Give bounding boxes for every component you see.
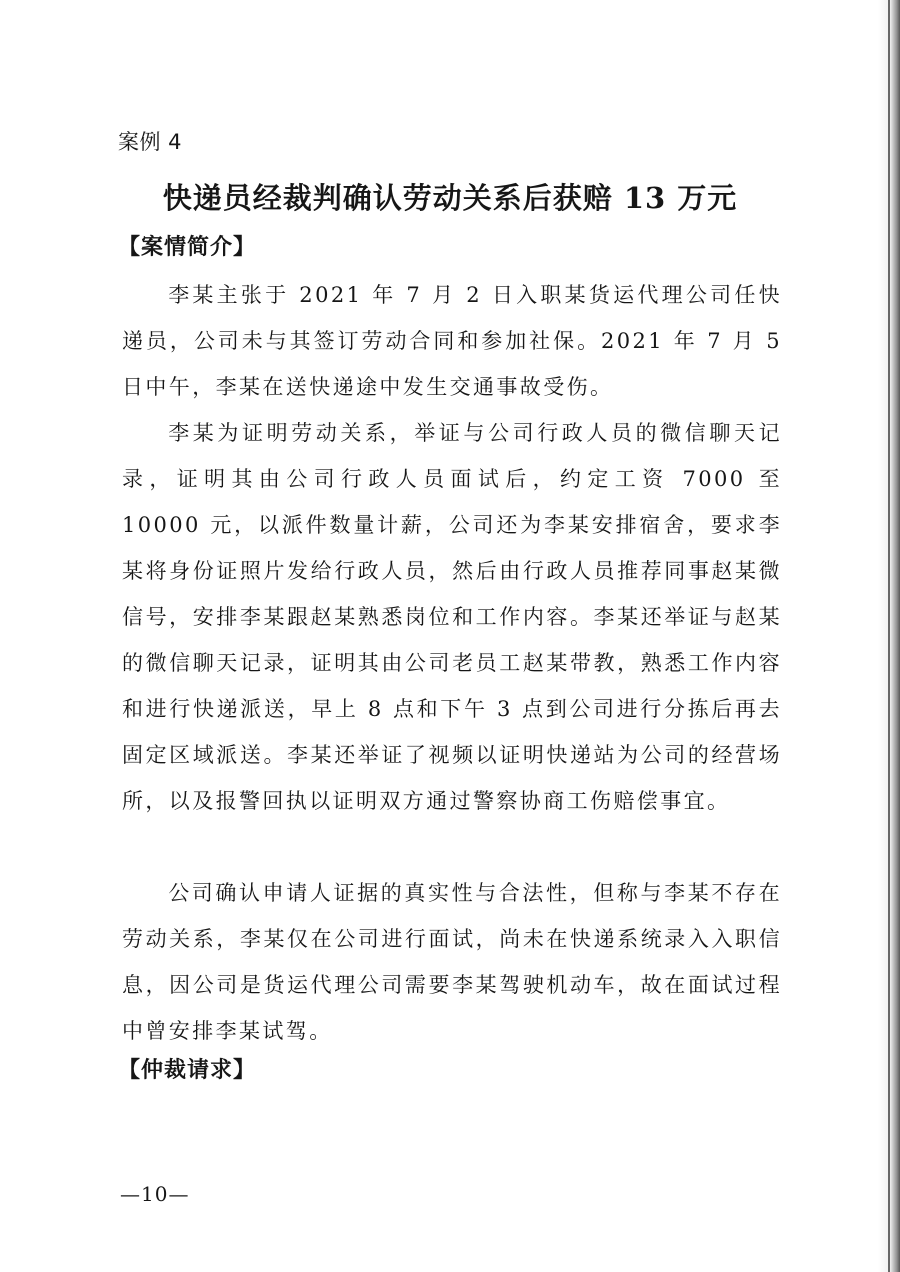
case-label: 案例 4 xyxy=(118,130,183,154)
section-heading-summary: 【案情简介】 xyxy=(118,235,257,260)
paragraph-block-1 xyxy=(122,272,782,410)
page-edge-line xyxy=(888,0,890,1272)
page-number: —10— xyxy=(120,1182,190,1206)
paragraph: 李某主张于 2021 年 7 月 2 日入职某货运代理公司任快递员，公司未与其签订劳动合同和参加社保。2021 年 7 月 5 日中午，李某在送快递途中发生交通事故受伤。 xyxy=(122,283,782,399)
paragraph-block-3 xyxy=(122,870,782,1054)
section-heading-request: 【仲裁请求】 xyxy=(118,1058,257,1083)
paragraph: 李某为证明劳动关系，举证与公司行政人员的微信聊天记录，证明其由公司行政人员面试后，约定工资 7000 至 10000 元，以派件数量计薪，公司还为李某安排宿舍，要求李某将身份证照片发给行政人员，然后由行政人员推荐同事赵某微信号，安排李某跟赵某熟悉岗位和工作内容。李某还举证与赵某的微信聊天记录，证明其由公司老员工赵某带教，熟悉工作内容和进行快递派送，早上 8 点和下午 3 点到公司进行分拣后再去固定区域派送。李某还举证了视频以证明快递站为公司的经营场所，以及报警回执以证明双方通过警察协商工伤赔偿事宜。 xyxy=(122,421,782,813)
paragraph: 公司确认申请人证据的真实性与合法性，但称与李某不存在劳动关系，李某仅在公司进行面试，尚未在快递系统录入入职信息，因公司是货运代理公司需要李某驾驶机动车，故在面试过程中曾安排李某试驾。 xyxy=(122,881,782,1043)
page-title: 快递员经裁判确认劳动关系后获赔 13 万元 xyxy=(162,181,738,215)
paragraph-block-2 xyxy=(122,410,782,824)
